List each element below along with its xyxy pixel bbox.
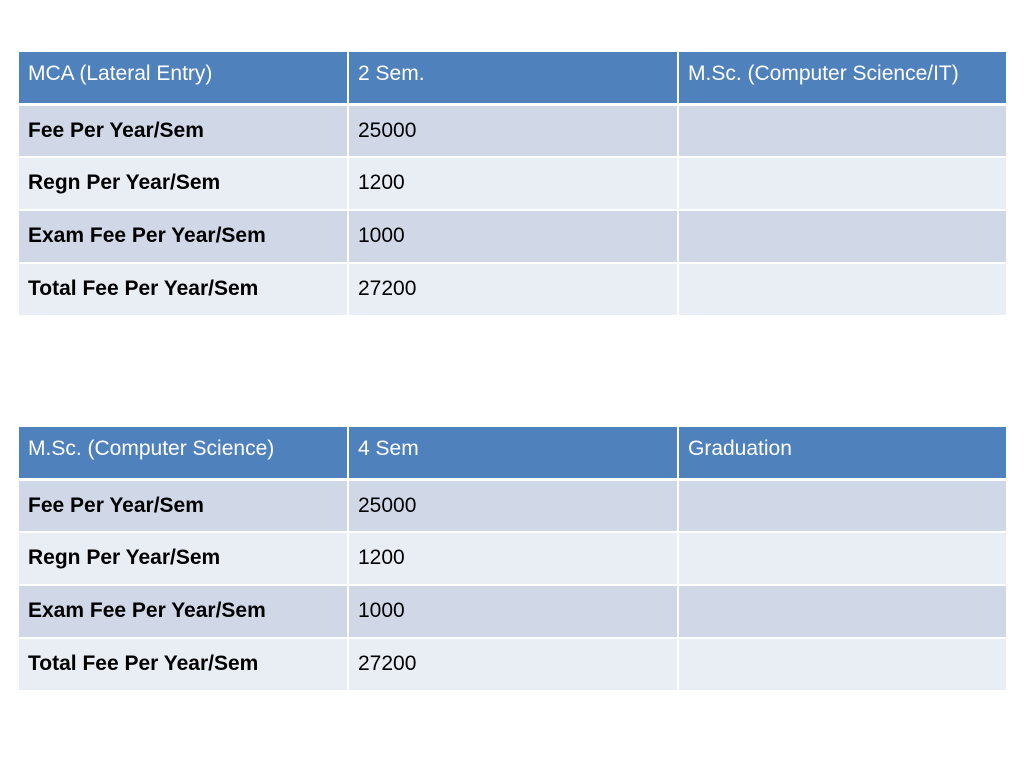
header-course: M.Sc. (Computer Science)	[18, 426, 348, 479]
header-eligibility: Graduation	[678, 426, 1007, 479]
row-value: 1200	[348, 157, 678, 210]
row-value: 1000	[348, 585, 678, 638]
row-extra	[678, 638, 1007, 691]
row-value: 27200	[348, 263, 678, 316]
table-row	[18, 104, 1007, 157]
fee-table-mca-lateral	[17, 50, 1008, 317]
table-row	[18, 157, 1007, 210]
row-label: Exam Fee Per Year/Sem	[18, 210, 348, 263]
row-label: Regn Per Year/Sem	[18, 532, 348, 585]
row-extra	[678, 585, 1007, 638]
row-label: Fee Per Year/Sem	[18, 479, 348, 532]
row-label: Total Fee Per Year/Sem	[18, 638, 348, 691]
row-value: 25000	[348, 104, 678, 157]
row-value: 1200	[348, 532, 678, 585]
table-row	[18, 210, 1007, 263]
table-header-row	[18, 51, 1007, 104]
header-eligibility: M.Sc. (Computer Science/IT)	[678, 51, 1007, 104]
row-value: 25000	[348, 479, 678, 532]
row-label: Exam Fee Per Year/Sem	[18, 585, 348, 638]
row-label: Fee Per Year/Sem	[18, 104, 348, 157]
row-label: Total Fee Per Year/Sem	[18, 263, 348, 316]
table-row	[18, 585, 1007, 638]
fee-table-msc-cs	[17, 425, 1008, 692]
table-row	[18, 532, 1007, 585]
header-duration: 2 Sem.	[348, 51, 678, 104]
header-duration: 4 Sem	[348, 426, 678, 479]
row-extra	[678, 157, 1007, 210]
row-extra	[678, 104, 1007, 157]
row-label: Regn Per Year/Sem	[18, 157, 348, 210]
table-row	[18, 638, 1007, 691]
row-value: 27200	[348, 638, 678, 691]
row-extra	[678, 479, 1007, 532]
table-row	[18, 479, 1007, 532]
row-extra	[678, 210, 1007, 263]
table-row	[18, 263, 1007, 316]
row-value: 1000	[348, 210, 678, 263]
row-extra	[678, 263, 1007, 316]
table-header-row	[18, 426, 1007, 479]
row-extra	[678, 532, 1007, 585]
header-course: MCA (Lateral Entry)	[18, 51, 348, 104]
